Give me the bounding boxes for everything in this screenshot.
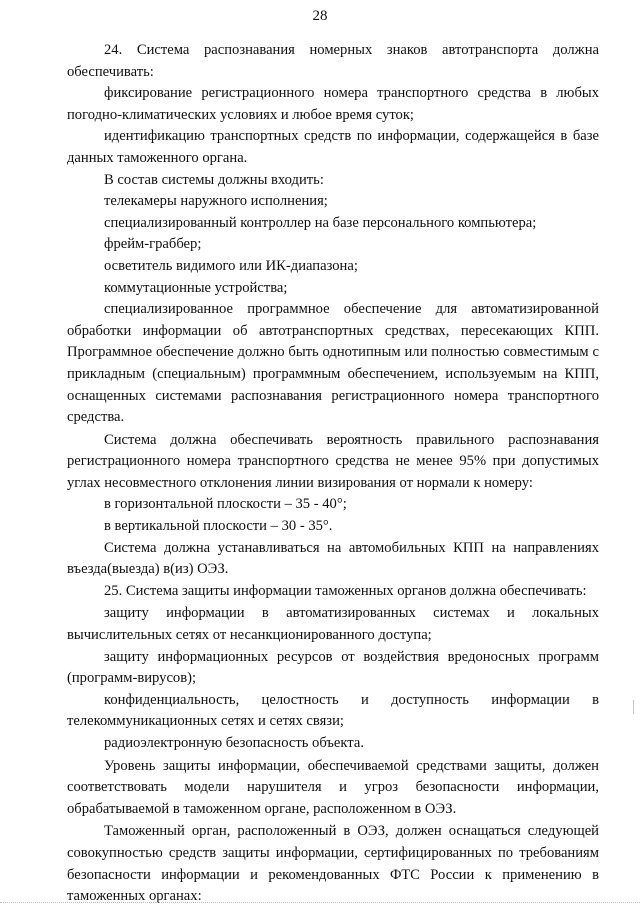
- list-item-switching-devices: коммутационные устройства;: [104, 279, 288, 296]
- paragraph-25-heading: 25. Система защиты информации таможенных органов должна обеспечивать:: [104, 582, 587, 599]
- list-item-cameras: телекамеры наружного исполнения;: [104, 193, 328, 210]
- scan-edge-mark: [630, 700, 634, 714]
- scan-bottom-artifact: [0, 898, 640, 903]
- list-item-radio-security: радиоэлектронную безопасность объекта.: [104, 735, 364, 751]
- paragraph-24-heading: 24. Система распознавания номерных знаков автотранспорта должна обеспечивать:: [67, 42, 599, 80]
- paragraph-protection-level: Уровень защиты информации, обеспечиваемой средствами защиты, должен соответствовать модели нарушителя и угроз безопасности информации, обрабатываемой в таможенном органе, расположенном в ОЭЗ.: [67, 757, 599, 817]
- list-item-horizontal-plane: в горизонтальной плоскости – 35 - 40°;: [104, 496, 347, 513]
- list-item-software: специализированное программное обеспечение для автоматизированной обработки информации об автотранспортных средствах, пересекающих КПП. Программное обеспечение должно быть однотипным или полностью совместимым с прикладным (специальным) программным обеспечением, используемым на КПП, оснащенных системами распознавания регистрационного номера транспортного средства.: [67, 301, 599, 426]
- list-item-confidentiality: конфиденциальность, целостность и доступность информации в телекоммуникационных сетях и сетях связи;: [67, 691, 599, 730]
- list-item-controller: специализированный контроллер на базе персонального компьютера;: [104, 214, 537, 231]
- paragraph-plate-fixation: фиксирование регистрационного номера транспортного средства в любых погодно-климатических условиях и любое время суток;: [67, 85, 599, 123]
- paragraph-vehicle-identification: идентификацию транспортных средств по информации, содержащейся в базе данных таможенного органа.: [67, 128, 599, 166]
- paragraph-customs-equipment: Таможенный орган, расположенный в ОЭЗ, должен оснащаться следующей совокупностью средств защиты информации, сертифицированных по требованиям безопасности информации и рекомендованных ФТС России к применению в таможенных органах:: [67, 823, 599, 905]
- document-body: [67, 40, 599, 908]
- list-item-unauthorized-access: защиту информации в автоматизированных системах и локальных вычислительных сетях от несанкционированного доступа;: [67, 605, 599, 644]
- paragraph-recognition-probability: Система должна обеспечивать вероятность правильного распознавания регистрационного номера транспортного средства не менее 95% при допустимых углах несовместного отклонения линии визирования от нормали к номеру:: [67, 431, 599, 491]
- paragraph-system-composition: В состав системы должны входить:: [104, 171, 324, 188]
- paragraph-installation: Система должна устанавливаться на автомобильных КПП на направлениях въезда(выезда) в(из) ОЭЗ.: [67, 539, 599, 578]
- list-item-malware-protection: защиту информационных ресурсов от воздействия вредоносных программ (программ-вирусов);: [67, 648, 599, 687]
- list-item-frame-grabber: фрейм-граббер;: [104, 236, 202, 253]
- list-item-illuminator: осветитель видимого или ИК-диапазона;: [104, 257, 358, 274]
- page-number: 28: [312, 8, 328, 24]
- list-item-vertical-plane: в вертикальной плоскости – 30 - 35°.: [104, 518, 333, 535]
